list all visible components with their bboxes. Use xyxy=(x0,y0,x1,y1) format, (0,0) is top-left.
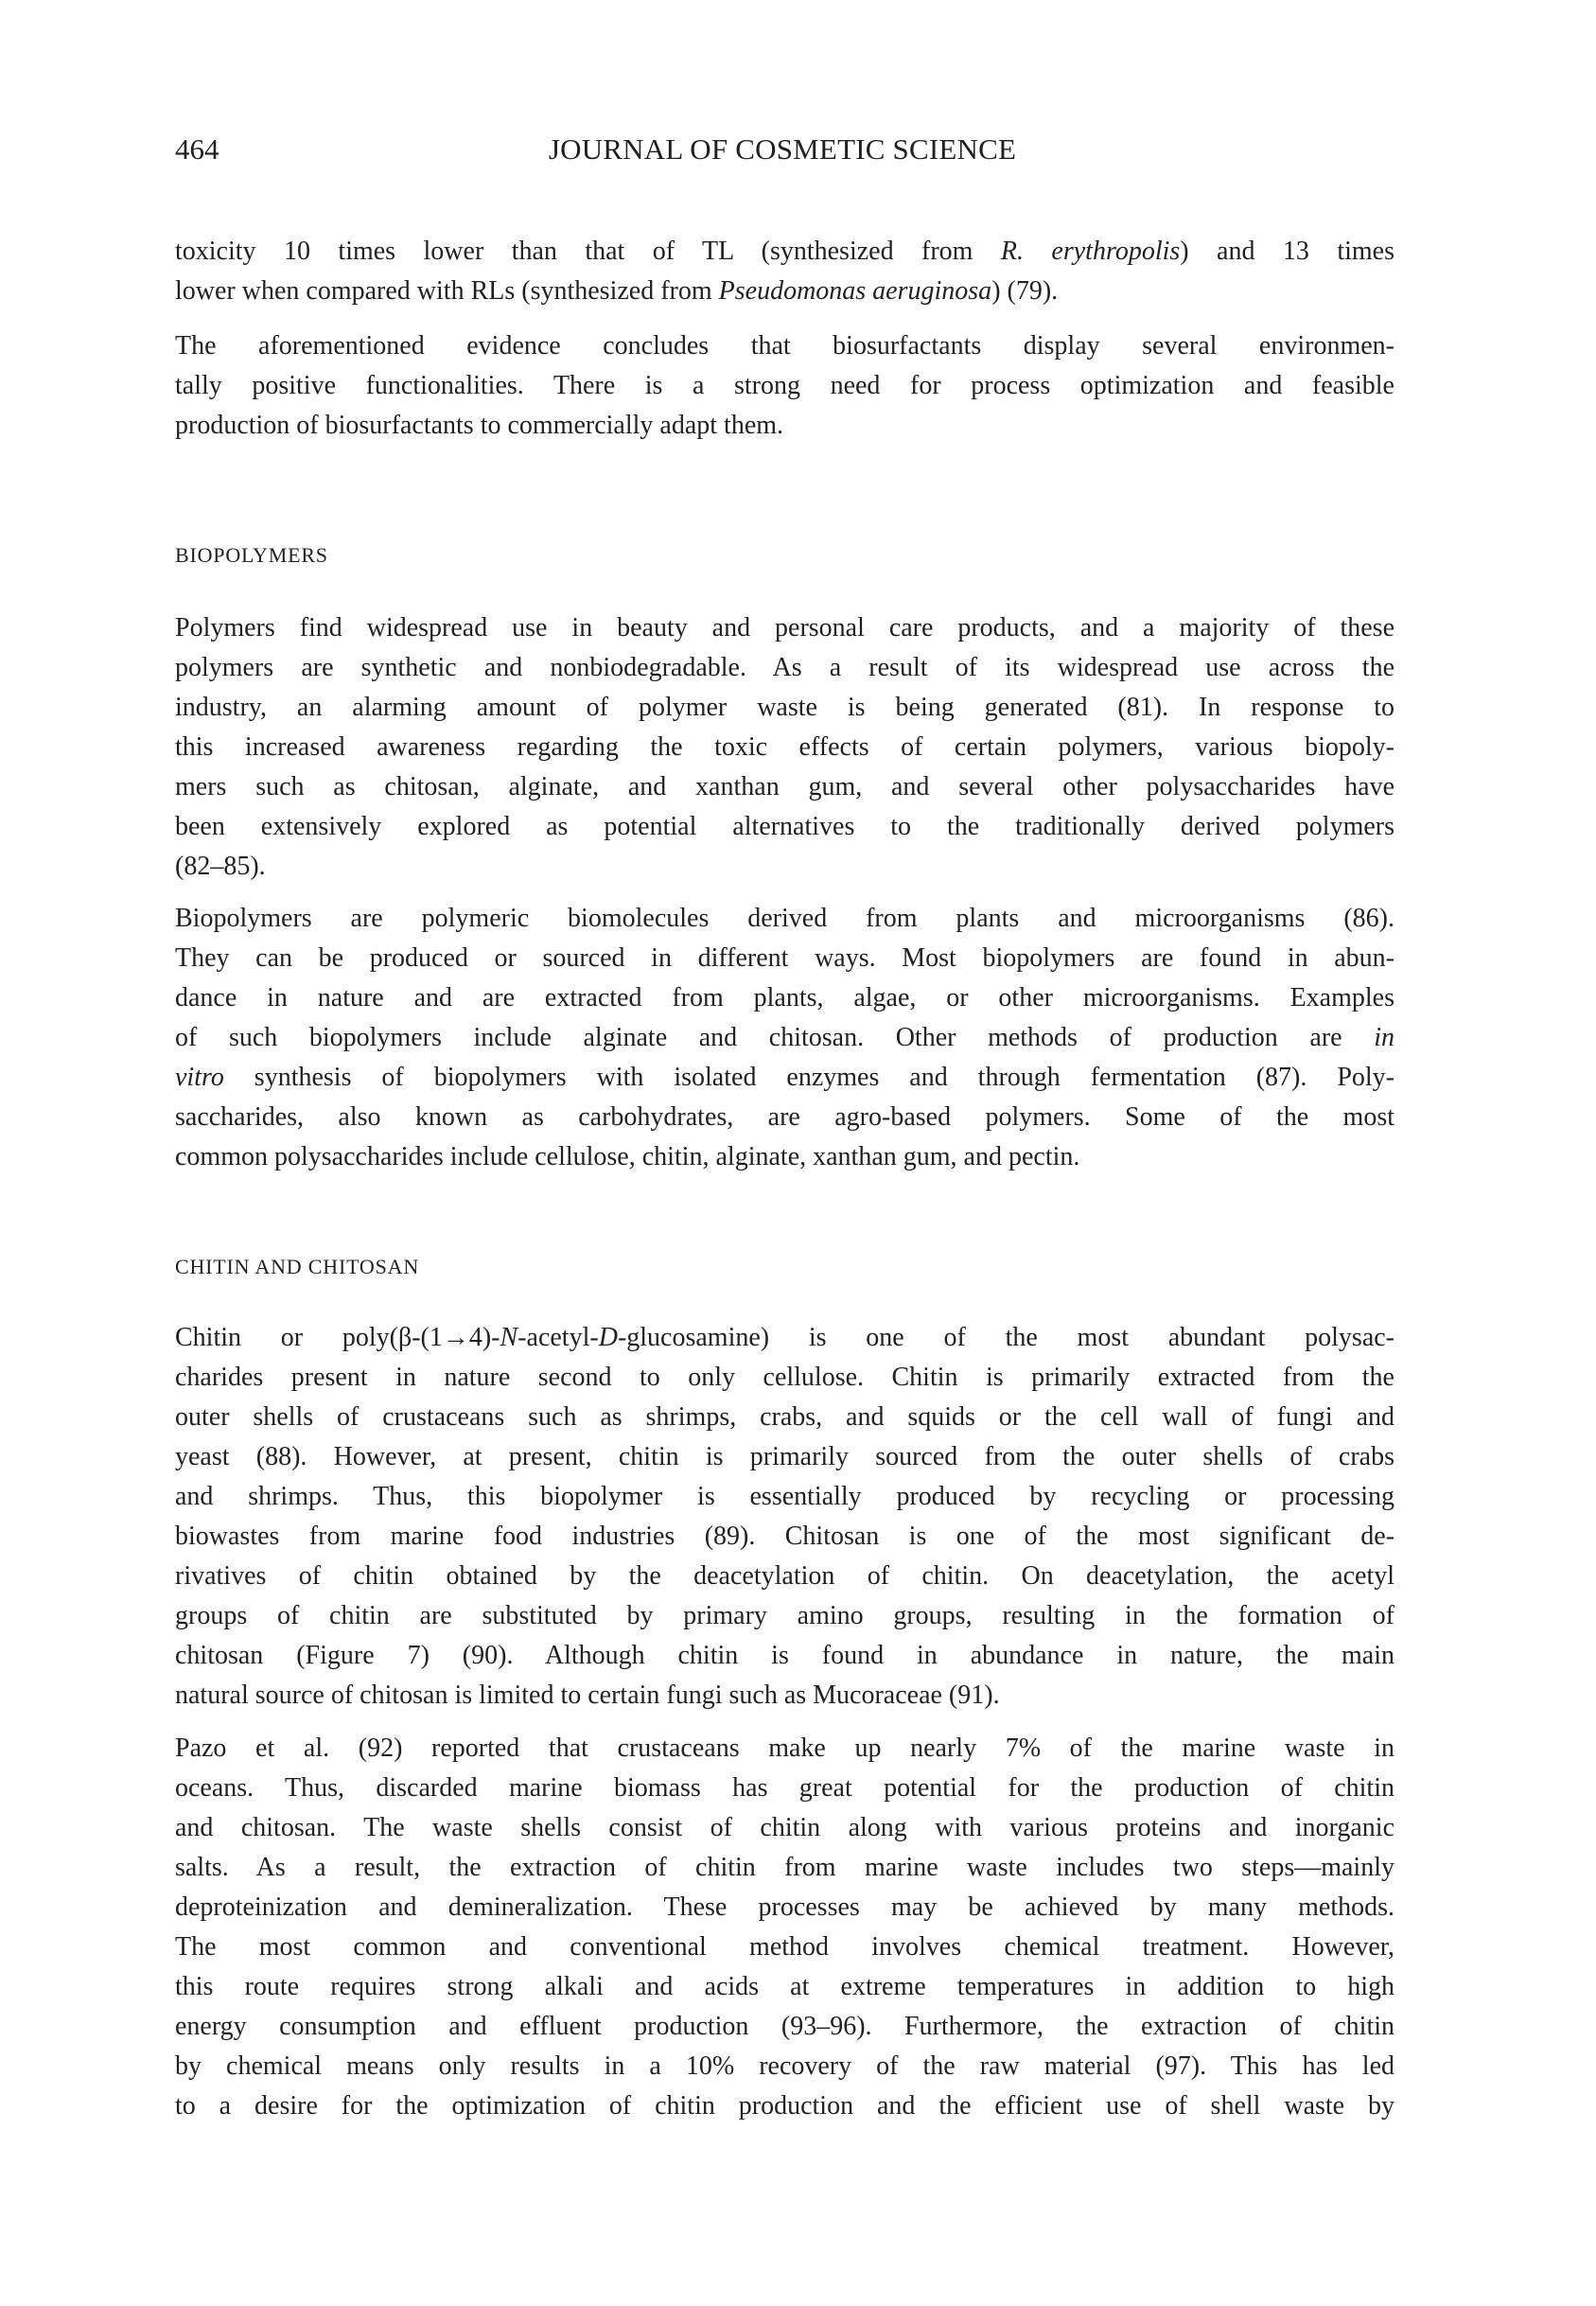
page-number: 464 xyxy=(175,132,219,166)
text-line: Polymers find widespread use in beauty and personal care products, and a majority of these xyxy=(175,613,1394,643)
text-line: dance in nature and are extracted from plants, algae, or other microorganisms. Examples xyxy=(175,983,1394,1012)
text-line: outer shells of crustaceans such as shrimps, crabs, and squids or the cell wall of fungi and xyxy=(175,1402,1394,1432)
text-line: this route requires strong alkali and acids at extreme temperatures in addition to high xyxy=(175,1972,1394,2001)
text-line: Pazo et al. (92) reported that crustaceans make up nearly 7% of the marine waste in xyxy=(175,1734,1394,1763)
paragraph-toxicity xyxy=(175,232,1394,311)
text-line: biowastes from marine food industries (89). Chitosan is one of the most significant de- xyxy=(175,1522,1394,1551)
paragraph-chitin-definition xyxy=(175,1318,1394,1716)
text-line: of such biopolymers include alginate and chitosan. Other methods of production are in xyxy=(175,1023,1394,1052)
paragraph-biosurfactants-conclusion xyxy=(175,326,1394,446)
text-line: energy consumption and effluent production (93–96). Furthermore, the extraction of chitin xyxy=(175,2012,1394,2041)
section-heading-biopolymers: BIOPOLYMERS xyxy=(175,543,328,567)
text-line: chitosan (Figure 7) (90). Although chitin is found in abundance in nature, the main xyxy=(175,1641,1394,1670)
text-line: and chitosan. The waste shells consist of chitin along with various proteins and inorganic xyxy=(175,1813,1394,1842)
text-line: charides present in nature second to only cellulose. Chitin is primarily extracted from the xyxy=(175,1363,1394,1392)
text-line: toxicity 10 times lower than that of TL (synthesized from R. erythropolis) and 13 times xyxy=(175,237,1395,266)
text-line: lower when compared with RLs (synthesized from Pseudomonas aeruginosa) (79). xyxy=(175,276,1059,306)
text-line: natural source of chitosan is limited to certain fungi such as Mucoraceae (91). xyxy=(175,1681,1000,1710)
text-line: (82–85). xyxy=(175,852,266,881)
text-line: been extensively explored as potential alternatives to the traditionally derived polymers xyxy=(175,812,1394,841)
text-line: groups of chitin are substituted by primary amino groups, resulting in the formation of xyxy=(175,1601,1394,1630)
text-line: saccharides, also known as carbohydrates, are agro-based polymers. Some of the most xyxy=(175,1102,1394,1132)
paragraph-polymers-use xyxy=(175,608,1394,887)
text-line: to a desire for the optimization of chitin production and the efficient use of shell waste by xyxy=(175,2091,1394,2121)
text-line: yeast (88). However, at present, chitin is primarily sourced from the outer shells of crabs xyxy=(175,1442,1394,1471)
text-line: They can be produced or sourced in different ways. Most biopolymers are found in abun- xyxy=(175,943,1394,973)
text-line: Biopolymers are polymeric biomolecules derived from plants and microorganisms (86). xyxy=(175,904,1394,933)
text-line: and shrimps. Thus, this biopolymer is essentially produced by recycling or processing xyxy=(175,1482,1394,1511)
text-line: vitro synthesis of biopolymers with isolated enzymes and through fermentation (87). Poly- xyxy=(175,1063,1394,1092)
running-head xyxy=(175,129,1394,170)
text-line: The most common and conventional method involves chemical treatment. However, xyxy=(175,1932,1394,1962)
text-line: production of biosurfactants to commercially adapt them. xyxy=(175,411,784,440)
text-line: mers such as chitosan, alginate, and xanthan gum, and several other polysaccharides have xyxy=(175,772,1394,801)
text-line: oceans. Thus, discarded marine biomass has great potential for the production of chitin xyxy=(175,1773,1394,1803)
text-line: by chemical means only results in a 10% recovery of the raw material (97). This has led xyxy=(175,2051,1394,2081)
journal-title: JOURNAL OF COSMETIC SCIENCE xyxy=(548,132,1017,166)
text-line: polymers are synthetic and nonbiodegradable. As a result of its widespread use across the xyxy=(175,653,1394,682)
section-heading-chitin-chitosan: CHITIN AND CHITOSAN xyxy=(175,1255,420,1278)
paragraph-chitin-extraction xyxy=(175,1729,1394,2126)
text-line: this increased awareness regarding the toxic effects of certain polymers, various biopoly- xyxy=(175,732,1394,762)
text-line: Chitin or poly(β-(1→4)-N-acetyl-D-glucosamine) is one of the most abundant polysac- xyxy=(175,1323,1395,1352)
text-line: rivatives of chitin obtained by the deacetylation of chitin. On deacetylation, the acetyl xyxy=(175,1561,1394,1591)
text-line: The aforementioned evidence concludes that biosurfactants display several environmen- xyxy=(175,331,1394,361)
paragraph-biopolymers-definition xyxy=(175,899,1394,1177)
text-line: tally positive functionalities. There is a strong need for process optimization and feasible xyxy=(175,371,1394,400)
text-line: salts. As a result, the extraction of chitin from marine waste includes two steps—mainly xyxy=(175,1853,1394,1882)
text-line: industry, an alarming amount of polymer waste is being generated (81). In response to xyxy=(175,693,1394,722)
text-line: common polysaccharides include cellulose, chitin, alginate, xanthan gum, and pectin. xyxy=(175,1142,1080,1171)
text-line: deproteinization and demineralization. These processes may be achieved by many methods. xyxy=(175,1892,1394,1922)
